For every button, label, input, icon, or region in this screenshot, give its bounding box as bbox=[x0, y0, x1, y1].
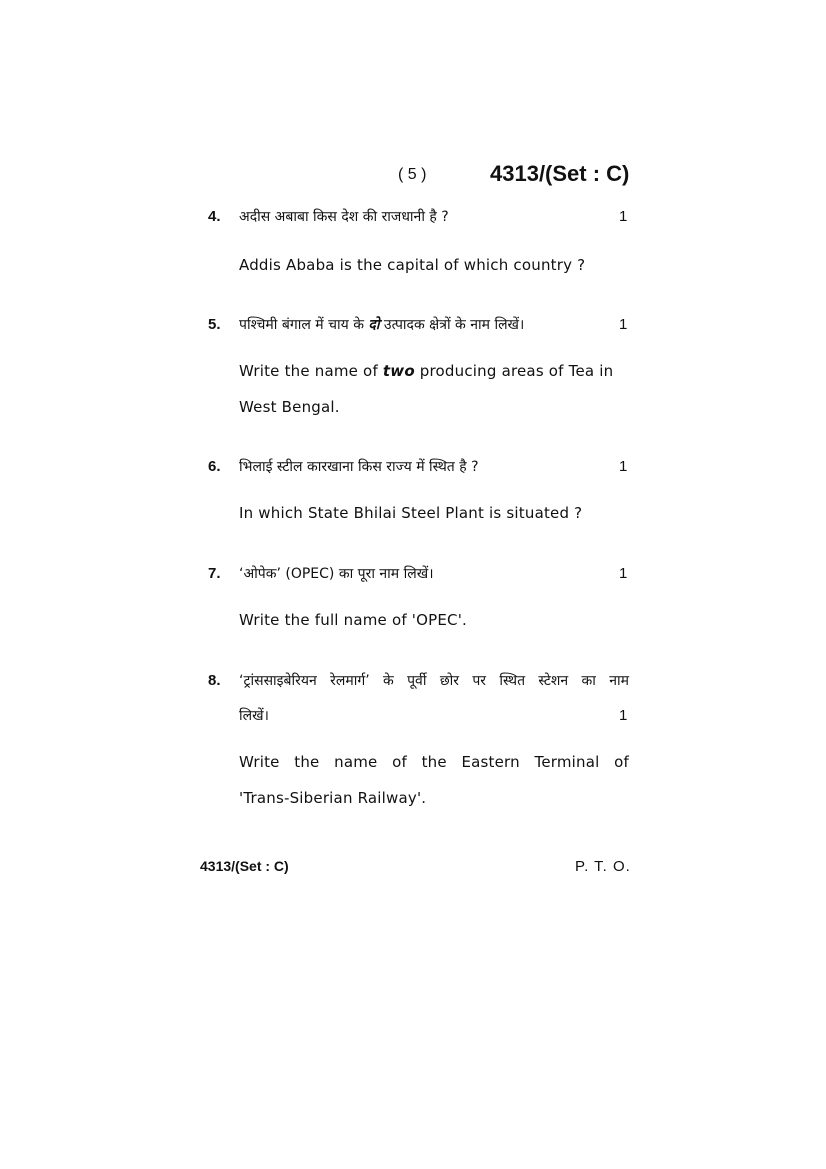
question-marks: 1 bbox=[619, 565, 628, 582]
question-hindi: भिलाई स्टील कारखाना किस राज्य में स्थित है ? bbox=[239, 459, 479, 475]
question-hindi bbox=[239, 671, 629, 690]
question-number: 6. bbox=[208, 458, 221, 475]
question-hindi-part: पश्चिमी बंगाल में चाय के bbox=[239, 317, 369, 333]
question-english-emphasis: two bbox=[382, 362, 415, 380]
question-english-line2: 'Trans-Siberian Railway'. bbox=[239, 789, 427, 807]
question-hindi: ‘ओपेक’ (OPEC) का पूरा नाम लिखें। bbox=[239, 566, 434, 582]
paper-code-footer: 4313/(Set : C) bbox=[200, 858, 289, 874]
hindi-word: नाम bbox=[609, 673, 629, 689]
hindi-word: का bbox=[581, 673, 596, 689]
question-number: 8. bbox=[208, 672, 221, 689]
english-word: name bbox=[334, 753, 378, 771]
english-word: Eastern bbox=[461, 753, 520, 771]
question-english: Write the full name of 'OPEC'. bbox=[239, 611, 467, 629]
english-word: of bbox=[614, 753, 629, 771]
question-english bbox=[239, 753, 629, 771]
page-number: ( 5 ) bbox=[398, 166, 427, 183]
english-word: the bbox=[421, 753, 447, 771]
question-english-part: producing areas of Tea in bbox=[414, 362, 614, 380]
hindi-word: ‘ट्रांससाइबेरियन bbox=[239, 673, 317, 689]
english-word: of bbox=[392, 753, 407, 771]
question-marks: 1 bbox=[619, 208, 628, 225]
question-marks: 1 bbox=[619, 707, 628, 724]
hindi-word: स्थित bbox=[499, 673, 526, 689]
hindi-word: पूर्वी bbox=[407, 673, 427, 689]
english-word: Write bbox=[239, 753, 280, 771]
question-english: In which State Bhilai Steel Plant is situated ? bbox=[239, 504, 583, 522]
english-word: the bbox=[294, 753, 320, 771]
hindi-word: पर bbox=[472, 673, 486, 689]
hindi-word: छोर bbox=[439, 673, 459, 689]
pto-label: P. T. O. bbox=[575, 858, 631, 875]
question-marks: 1 bbox=[619, 458, 628, 475]
question-english-line2: West Bengal. bbox=[239, 398, 340, 416]
question-hindi-part: उत्पादक क्षेत्रों के नाम लिखें। bbox=[379, 317, 525, 333]
question-number: 7. bbox=[208, 565, 221, 582]
paper-code-header: 4313/(Set : C) bbox=[490, 161, 630, 186]
question-number: 4. bbox=[208, 208, 221, 225]
question-hindi: अदीस अबाबा किस देश की राजधानी है ? bbox=[239, 209, 449, 225]
hindi-word: के bbox=[383, 673, 394, 689]
english-word: Terminal bbox=[534, 753, 600, 771]
question-hindi-emphasis: दो bbox=[368, 317, 380, 333]
question-hindi bbox=[239, 315, 524, 334]
hindi-word: रेलमार्ग’ bbox=[330, 673, 370, 689]
question-marks: 1 bbox=[619, 316, 628, 333]
question-english: Addis Ababa is the capital of which country ? bbox=[239, 256, 586, 274]
question-hindi-line2: लिखें। bbox=[239, 708, 269, 724]
hindi-word: स्टेशन bbox=[538, 673, 569, 689]
question-english bbox=[239, 362, 613, 380]
question-number: 5. bbox=[208, 316, 221, 333]
question-english-part: Write the name of bbox=[239, 362, 383, 380]
